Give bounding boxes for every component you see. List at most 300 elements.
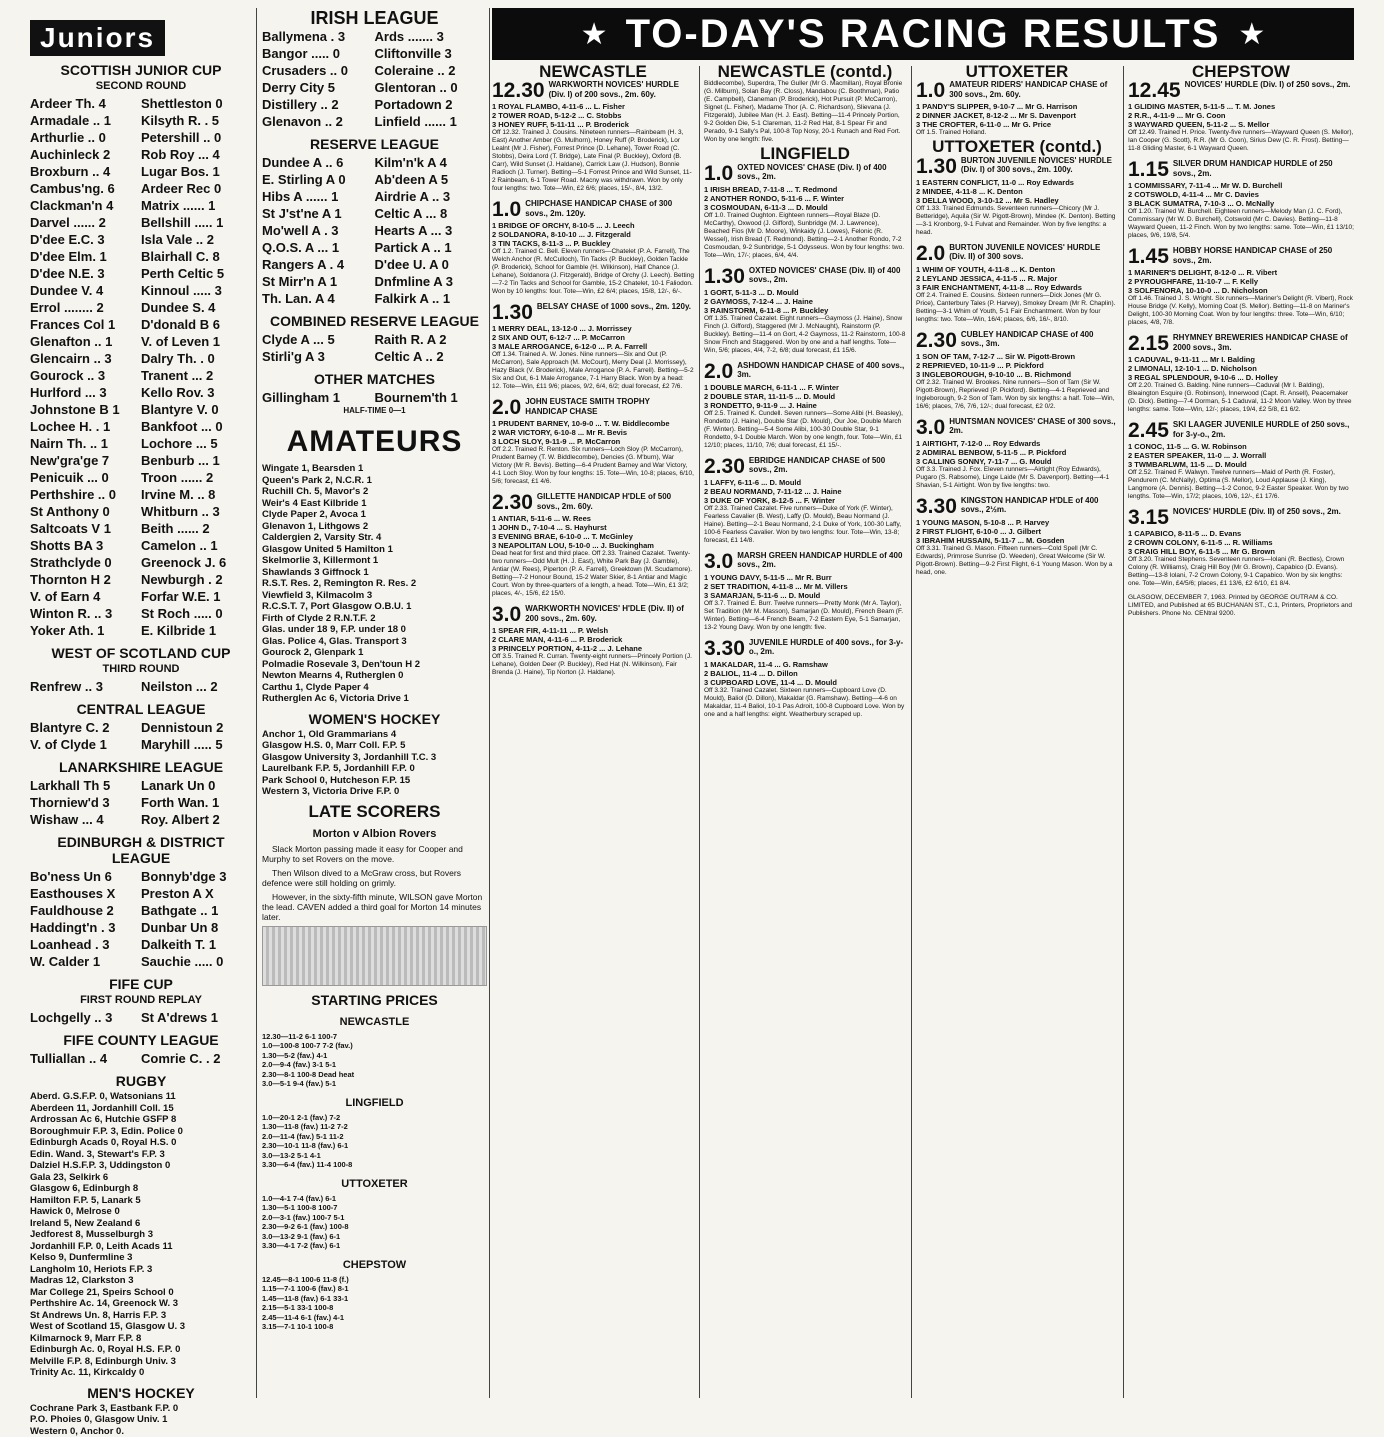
home-team-score: Distillery .. 2 xyxy=(262,96,375,113)
race-time: 2.30 xyxy=(704,456,745,478)
away-team-score: St Roch ..... 0 xyxy=(141,605,252,622)
away-team-score: E. Kilbride 1 xyxy=(141,622,252,639)
home-team-score: Bo'ness Un 6 xyxy=(30,868,141,885)
score-row xyxy=(262,28,487,45)
placing: 3 NEAPOLITAN LOU, 5-10-0 ... J. Buckingham xyxy=(492,541,694,550)
placing: 2 EASTER SPEAKER, 11-0 ... J. Worrall xyxy=(1128,451,1354,460)
starting-prices-list xyxy=(262,1014,487,1332)
sp-lines xyxy=(262,1194,487,1251)
placing: 2 GAYMOSS, 7-12-4 ... J. Haine xyxy=(704,297,906,306)
column-rule xyxy=(699,66,700,1398)
result-line: Ardrossan Ac 6, Hutchie GSFP 8 xyxy=(30,1114,252,1126)
placing: 1 CONOC, 11-5 ... G. W. Robinson xyxy=(1128,442,1354,451)
race-time: 2.30 xyxy=(916,330,957,352)
score-row xyxy=(30,214,252,231)
placing: 2 SET TRADITION, 4-11-8 ... Mr M. Villers xyxy=(704,582,906,591)
result-line: Glas. Police 4, Glas. Transport 3 xyxy=(262,636,487,648)
result-line: Glasgow 6, Edinburgh 8 xyxy=(30,1183,252,1195)
race-details: Off 2.20. Trained G. Balding. Nine runners—Caduval (Mr I. Balding), Bleaington Esquire (G. Robinson), Innerwood (Capt. R. Ansell), Peacemaker (D. Dick). Betting—7-4 Dorman, 5-1 Caduval, 11-2 Moon Valley. Won by three lengths: same. Tote—Win, 12/-; places, 19/4, £2 5/8, £1 6/2. xyxy=(1128,382,1354,414)
race-result xyxy=(916,330,1118,411)
race-header xyxy=(704,163,906,185)
race-result xyxy=(704,456,906,545)
fife-county-results xyxy=(30,1050,252,1067)
score-row xyxy=(30,794,252,811)
race-header xyxy=(704,361,906,383)
score-row xyxy=(30,537,252,554)
away-team-score: Falkirk A .. 1 xyxy=(375,290,488,307)
home-team-score: Nairn Th. .. 1 xyxy=(30,435,141,452)
race-time: 12.30 xyxy=(492,80,545,102)
race-name: JOHN EUSTACE SMITH TROPHY HANDICAP CHASE xyxy=(525,397,694,416)
score-row xyxy=(262,290,487,307)
result-line: Ruchill Ch. 5, Mavor's 2 xyxy=(262,486,487,498)
placing: 3 EVENING BRAE, 6-10-0 ... T. McGinley xyxy=(492,532,694,541)
away-team-score: Troon ...... 2 xyxy=(141,469,252,486)
home-team-score: Clyde A ... 5 xyxy=(262,331,375,348)
race-name: NOVICES' HURDLE (Div. I) of 250 sovs., 2m. xyxy=(1185,80,1351,90)
score-row xyxy=(262,113,487,130)
away-team-score: Bankfoot ... 0 xyxy=(141,418,252,435)
wos-cup-heading: WEST OF SCOTLAND CUP xyxy=(30,645,252,661)
race-time: 3.30 xyxy=(704,638,745,660)
placing: 3 RONDETTO, 9-11-9 ... J. Haine xyxy=(704,401,906,410)
away-team-score: Maryhill ..... 5 xyxy=(141,736,252,753)
result-line: Newton Mearns 4, Rutherglen 0 xyxy=(262,670,487,682)
race-result xyxy=(1128,333,1354,414)
away-team-score: Sauchie ..... 0 xyxy=(141,953,252,970)
race-name: BURTON JUVENILE NOVICES' HURDLE (Div. I) of 300 sovs., 2m. 100y. xyxy=(961,156,1118,175)
placing: 2 ANOTHER RONDO, 5-11-6 ... F. Winter xyxy=(704,194,906,203)
result-line: Gourock 2, Glenpark 1 xyxy=(262,647,487,659)
late-scorers-report xyxy=(262,844,487,922)
race-result xyxy=(492,302,694,391)
race-name: BURTON JUVENILE NOVICES' HURDLE (Div. II) of 300 sovs. xyxy=(949,243,1118,262)
central-league-results xyxy=(30,719,252,753)
late-scorers-heading: LATE SCORERS xyxy=(262,804,487,820)
starting-prices-heading: STARTING PRICES xyxy=(262,992,487,1008)
result-line: R.C.S.T. 7, Port Glasgow O.B.U. 1 xyxy=(262,601,487,613)
result-line: Rutherglen Ac 6, Victoria Drive 1 xyxy=(262,693,487,705)
racing-column-1 xyxy=(492,66,694,1402)
sp-line: 3.30—4-1 7-2 (fav.) 6-1 xyxy=(262,1241,487,1251)
result-line: Glasgow University 3, Jordanhill T.C. 3 xyxy=(262,752,487,764)
placing: 3 COSMOUDAN, 6-11-3 ... D. Mould xyxy=(704,203,906,212)
home-team-score: Hurlford ... 3 xyxy=(30,384,141,401)
away-team-score: Raith R. A 2 xyxy=(375,331,488,348)
home-team-score: Fauldhouse 2 xyxy=(30,902,141,919)
placing: 3 IBRAHIM HUSSAIN, 5-11-7 ... M. Gosden xyxy=(916,536,1118,545)
race-details: Off 3.20. Trained Stephens. Seventeen runners—Iolani (R. Bectles), Crown Colony (R. Williams), Craig Hill Boy (Mr G. Brown), Capabico (D. Evans). Betting—13-8 Iolani, 7-2 Crown Colony, 9-1 Capabico. Won by six lengths: one. Tote—Win, £4/5/6; places, £1 13/6, £2 6/10, £1 8/4. xyxy=(1128,556,1354,588)
score-row xyxy=(262,62,487,79)
sp-line: 1.30—5-2 (fav.) 4-1 xyxy=(262,1051,487,1061)
placing: 1 COMMISSARY, 7-11-4 ... Mr W. D. Burchell xyxy=(1128,181,1354,190)
score-row xyxy=(262,205,487,222)
sp-line: 2.0—11-4 (fav.) 5-1 11-2 xyxy=(262,1132,487,1142)
away-team-score: Blairhall C. 8 xyxy=(141,248,252,265)
away-team-score: Kilm'n'k A 4 xyxy=(375,154,488,171)
score-row xyxy=(30,919,252,936)
race-result xyxy=(492,80,694,193)
score-row xyxy=(30,678,252,695)
race-time: 2.45 xyxy=(1128,420,1169,442)
column-rule xyxy=(489,8,490,1398)
score-row xyxy=(30,299,252,316)
race-time: 3.15 xyxy=(1128,507,1169,529)
race-result xyxy=(704,361,906,450)
sp-lines xyxy=(262,1275,487,1332)
home-team-score: Broxburn .. 4 xyxy=(30,163,141,180)
race-header xyxy=(1128,420,1354,442)
away-team-score: Neilston ... 2 xyxy=(141,678,252,695)
home-team-score: E. Stirling A 0 xyxy=(262,171,375,188)
sp-line: 2.15—5-1 33-1 100-8 xyxy=(262,1303,487,1313)
result-line: Langholm 10, Heriots F.P. 3 xyxy=(30,1264,252,1276)
result-line: Melville F.P. 8, Edinburgh Univ. 3 xyxy=(30,1356,252,1368)
placing: 2 DOUBLE STAR, 11-11-5 ... D. Mould xyxy=(704,392,906,401)
away-team-score: St A'drews 1 xyxy=(141,1009,252,1026)
placing: 1 PANDY'S SLIPPER, 9-10-7 ... Mr G. Harrison xyxy=(916,102,1118,111)
result-line: Jordanhill F.P. 0, Leith Acads 11 xyxy=(30,1241,252,1253)
score-row xyxy=(262,239,487,256)
race-name: ASHDOWN HANDICAP CHASE of 400 sovs., 3m. xyxy=(737,361,906,380)
sp-line: 1.0—20-1 2-1 (fav.) 7-2 xyxy=(262,1113,487,1123)
race-time: 2.0 xyxy=(704,361,733,383)
meeting-name: NEWCASTLE xyxy=(492,68,694,76)
away-team-score: Greenock J. 6 xyxy=(141,554,252,571)
placing: 1 MAKALDAR, 11-4 ... G. Ramshaw xyxy=(704,660,906,669)
race-header xyxy=(916,243,1118,265)
score-row xyxy=(262,154,487,171)
race-header xyxy=(1128,507,1354,529)
score-row xyxy=(262,348,487,365)
placing: 2 TOWER ROAD, 5-12-2 ... C. Stobbs xyxy=(492,111,694,120)
away-team-score: Forfar W.E. 1 xyxy=(141,588,252,605)
seniors-column xyxy=(262,4,487,1402)
home-team-score: Dundee A .. 6 xyxy=(262,154,375,171)
result-line: Perthshire Ac. 14, Greenock W. 3 xyxy=(30,1298,252,1310)
score-row xyxy=(262,273,487,290)
race-details: Off 3.31. Trained G. Mason. Fifteen runners—Cold Spell (Mr C. Edwards), Primrose Sunrise (D. Weeden), Great Welcome (Sir W. Pigott-Brown). Betting—9-2 First Flight, 6-1 Young Mason. Won by a head, one. xyxy=(916,545,1118,577)
result-line: R.S.T. Res. 2, Remington R. Res. 2 xyxy=(262,578,487,590)
score-row xyxy=(262,389,487,406)
race-header xyxy=(1128,80,1354,102)
away-team-score: Lanark Un 0 xyxy=(141,777,252,794)
away-team-score: Lochore ... 5 xyxy=(141,435,252,452)
home-team-score: Johnstone B 1 xyxy=(30,401,141,418)
racing-column-3 xyxy=(916,66,1118,1402)
sp-line: 3.15—7-1 10-1 100-8 xyxy=(262,1322,487,1332)
score-row xyxy=(30,486,252,503)
home-team-score: Crusaders .. 0 xyxy=(262,62,375,79)
placing: 1 EASTERN CONFLICT, 11-0 ... Roy Edwards xyxy=(916,178,1118,187)
result-line: Wingate 1, Bearsden 1 xyxy=(262,463,487,475)
result-line: Glasgow H.S. 0, Marr Coll. F.P. 5 xyxy=(262,740,487,752)
placing: 2 R.R., 4-11-9 ... Mr G. Coon xyxy=(1128,111,1354,120)
home-team-score: Derry City 5 xyxy=(262,79,375,96)
rugby-results xyxy=(30,1091,252,1379)
home-team-score: Easthouses X xyxy=(30,885,141,902)
home-team-score: Frances Col 1 xyxy=(30,316,141,333)
fife-cup-heading: FIFE CUP xyxy=(30,976,252,992)
sp-line: 2.45—11-4 6-1 (fav.) 4-1 xyxy=(262,1313,487,1323)
placing: 3 TWMBARLWM, 11-5 ... D. Mould xyxy=(1128,460,1354,469)
score-row xyxy=(262,96,487,113)
home-team-score: Gourock .. 3 xyxy=(30,367,141,384)
placing: 1 IRISH BREAD, 7-11-8 ... T. Redmond xyxy=(704,185,906,194)
score-row xyxy=(30,265,252,282)
away-team-score: Perth Celtic 5 xyxy=(141,265,252,282)
lanarkshire-heading: LANARKSHIRE LEAGUE xyxy=(30,759,252,775)
other-matches-results xyxy=(262,389,487,406)
race-time: 1.0 xyxy=(916,80,945,102)
race-details: Off 1.35. Trained Cazalet. Eight runners—Gaymoss (J. Haine), Snow Finch (J. Gifford), Staggered (Mr J. McNaught), Rainstorm (P. Buckley). Betting—11-4 on Gort, 4-2 Gaymoss, 11-2 Rainstorm, 100-8 Snow Finch and Staggered. Won by one and a half lengths. Tote—Win, 5/6; places, 4/4, 7-2, 6/8; dual forecast, £1 15/6. xyxy=(704,315,906,355)
result-line: Polmadie Rosevale 3, Den'toun H 2 xyxy=(262,659,487,671)
womens-hockey-heading: WOMEN'S HOCKEY xyxy=(262,711,487,727)
racing-column-2 xyxy=(704,66,906,1402)
race-header xyxy=(916,417,1118,439)
scottish-cup-results xyxy=(30,95,252,639)
placing: 3 REGAL SPLENDOUR, 9-10-6 ... D. Holley xyxy=(1128,373,1354,382)
score-row xyxy=(30,902,252,919)
edinburgh-results xyxy=(30,868,252,970)
race-result xyxy=(916,243,1118,324)
placing: 2 BALIOL, 11-4 ... D. Dillon xyxy=(704,669,906,678)
race-header xyxy=(1128,333,1354,355)
away-team-score: Matrix ...... 1 xyxy=(141,197,252,214)
scottish-cup-heading: SCOTTISH JUNIOR CUP xyxy=(30,62,252,78)
sp-line: 1.45—11-8 (fav.) 6-1 33-1 xyxy=(262,1294,487,1304)
race-name: WARKWORTH NOVICES' HURDLE (Div. I) of 200 sovs., 2m. 60y. xyxy=(549,80,694,99)
sp-line: 2.30—10-1 11-8 (fav.) 6-1 xyxy=(262,1141,487,1151)
result-line: Madras 12, Clarkston 3 xyxy=(30,1275,252,1287)
fife-county-heading: FIFE COUNTY LEAGUE xyxy=(30,1032,252,1048)
placing: 2 LEYLAND JESSICA, 4-11-5 ... R. Major xyxy=(916,274,1118,283)
race-result xyxy=(1128,420,1354,501)
race-name: RHYMNEY BREWERIES HANDICAP CHASE of 2000 sovs., 3m. xyxy=(1173,333,1354,352)
report-paragraph: Slack Morton passing made it easy for Cooper and Murphy to set Rovers on the move. xyxy=(262,844,487,864)
placing: 2 COTSWOLD, 4-11-4 ... Mr C. Davies xyxy=(1128,190,1354,199)
score-row xyxy=(30,885,252,902)
away-team-score: Cliftonville 3 xyxy=(375,45,488,62)
amateurs-results xyxy=(262,463,487,705)
amateurs-heading: AMATEURS xyxy=(262,425,487,459)
race-details: Off 2.52. Trained F. Walwyn. Twelve runners—Maid of Perth (R. Foster), Pendurem (C. McNally), Optima (S. Mellor), Loud Applause (J. King), Langmore (A. Dennis). Betting—1-2 Conoc, 9-2 Easter Speaker. Won by two lengths. Tote—Win, 17/2; places, 10/6, 12/-, £1 17/6. xyxy=(1128,469,1354,501)
away-team-score: Tranent ... 2 xyxy=(141,367,252,384)
home-team-score: Larkhall Th 5 xyxy=(30,777,141,794)
home-team-score: Strathclyde 0 xyxy=(30,554,141,571)
central-league-heading: CENTRAL LEAGUE xyxy=(30,701,252,717)
racing-silhouette-image xyxy=(262,926,487,986)
away-team-score: Ardeer Rec 0 xyxy=(141,180,252,197)
result-line: Dalziel H.S.F.P. 3, Uddingston 0 xyxy=(30,1160,252,1172)
column-rule xyxy=(256,8,257,1398)
race-time: 3.0 xyxy=(916,417,945,439)
away-team-score: Portadown 2 xyxy=(375,96,488,113)
sp-line: 2.30—8-1 100-8 Dead heat xyxy=(262,1070,487,1080)
result-line: Western 3, Victoria Drive F.P. 0 xyxy=(262,786,487,798)
score-row xyxy=(30,146,252,163)
away-team-score: Kilsyth R. . 5 xyxy=(141,112,252,129)
score-row xyxy=(30,503,252,520)
score-row xyxy=(30,197,252,214)
race-time: 1.30 xyxy=(492,302,533,324)
other-matches-heading: OTHER MATCHES xyxy=(262,371,487,387)
result-line: Mar College 21, Speirs School 0 xyxy=(30,1287,252,1299)
race-time: 2.15 xyxy=(1128,333,1169,355)
placing: 3 DUKE OF YORK, 8-12-5 ... F. Winter xyxy=(704,496,906,505)
racing-results-banner xyxy=(492,8,1354,60)
placing: 1 CAPABICO, 8-11-5 ... D. Evans xyxy=(1128,529,1354,538)
race-name: SILVER DRUM HANDICAP HURDLE of 250 sovs., 2m. xyxy=(1173,159,1354,178)
result-line: Kilmarnock 9, Marr F.P. 8 xyxy=(30,1333,252,1345)
score-row xyxy=(262,79,487,96)
placing: 3 THE CROFTER, 6-11-0 ... Mr G. Price xyxy=(916,120,1118,129)
race-header xyxy=(916,156,1118,178)
home-team-score: Penicuik ... 0 xyxy=(30,469,141,486)
race-header xyxy=(704,266,906,288)
result-line: Edinburgh Ac. 0, Royal H.S. F.P. 0 xyxy=(30,1344,252,1356)
away-team-score: Bathgate .. 1 xyxy=(141,902,252,919)
score-row xyxy=(30,435,252,452)
placing: 2 CROWN COLONY, 6-11-5 ... R. Williams xyxy=(1128,538,1354,547)
score-row xyxy=(30,605,252,622)
race-header xyxy=(492,604,694,626)
race-name: MARSH GREEN HANDICAP HURDLE of 400 sovs., 2m. xyxy=(737,551,906,570)
fife-cup-round: FIRST ROUND REPLAY xyxy=(30,994,252,1006)
away-team-score: Comrie C. . 2 xyxy=(141,1050,252,1067)
sp-line: 1.30—11-8 (fav.) 11-2 7-2 xyxy=(262,1122,487,1132)
home-team-score: St Mirr'n A 1 xyxy=(262,273,375,290)
away-team-score: Glentoran .. 0 xyxy=(375,79,488,96)
race-details: Off 3.3. Trained J. Fox. Eleven runners—Airtight (Roy Edwards), Pugaro (S. Rabsome), Linge Laide (Mr S. Davenport). Betting—4-1 Shavian, 5-1 Airtight. Won by five lengths: two. xyxy=(916,466,1118,490)
placing: 3 SAMARJAN, 5-11-6 ... D. Mould xyxy=(704,591,906,600)
result-line: Ireland 5, New Zealand 6 xyxy=(30,1218,252,1230)
race-time: 1.0 xyxy=(704,163,733,185)
away-team-score: Celtic A ... 8 xyxy=(375,205,488,222)
meeting-name: UTTOXETER xyxy=(916,68,1118,76)
race-details: Biddlecombe), Superdra, The Guller (Mr G. Macmillan), Royal Bronie (G. Milburn), Solan Bay (R. Closs), Mandabou (C. Boothman), Patio (E. Campbell), Claneman (P. Broderick), Hot Pursuit (P. McCarron), Signet (L. Fisher), Madame Thor (A. C. Richardson), Slievana (J. Fitzgerald), Jubilee Man (H. J. East). Betting—11-4 Princely Portion, 9-2 Golden Die, 5-1 Clareman, 11-2 Red Hat, 8-1 Spear Fir and Perado, 9-1 Sally's Pal, 100-8 Top Nosy, 20-1 Runach and Red Fort. Won by one length: five. xyxy=(704,80,906,144)
lanarkshire-results xyxy=(30,777,252,828)
score-row xyxy=(30,180,252,197)
race-result xyxy=(916,417,1118,490)
score-row xyxy=(30,1050,252,1067)
race-details: Off 2.32. Trained W. Brookes. Nine runners—Son of Tam (Sir W. Pigott-Brown), Reprieved (P. Pickford). Betting—4-1 Reprieved and Ingleborough, 9-2 Son of Tam. Won by six lengths: a half. Tote—Win, 16/6; places, 7/6, 7/6, 12/-; dual forecast, £2 0/2. xyxy=(916,379,1118,411)
race-details: Off 3.7. Trained E. Burr. Twelve runners—Pretty Monk (Mr A. Taylor), Set Tradition (Mr M. Masson), Samarjan (D. Mould), French Beam (F. Winter). Betting—6-4 French Beam, 7-2 Eastern Eye, 5-1 Samarjan, 13-2 Young Davy. Won by one length: five. xyxy=(704,600,906,632)
placing: 2 SIX AND OUT, 6-12-7 ... P. McCarron xyxy=(492,333,694,342)
result-line: Kelso 9, Dunfermline 3 xyxy=(30,1252,252,1264)
away-team-score: Rob Roy ... 4 xyxy=(141,146,252,163)
race-name: KINGSTON HANDICAP H'DLE of 400 sovs., 2½m. xyxy=(961,496,1118,515)
placing: 3 CALLING SONNY, 7-11-7 ... G. Mould xyxy=(916,457,1118,466)
placing: 3 CUPBOARD LOVE, 11-4 ... D. Mould xyxy=(704,678,906,687)
race-name: OXTED NOVICES' CHASE (Div. I) of 400 sovs., 2m. xyxy=(737,163,906,182)
away-team-score: Dundee S. 4 xyxy=(141,299,252,316)
score-row xyxy=(30,622,252,639)
result-line: Shawlands 3 Giffnock 1 xyxy=(262,567,487,579)
home-team-score: W. Calder 1 xyxy=(30,953,141,970)
home-team-score: Wishaw ... 4 xyxy=(30,811,141,828)
placing: 1 MERRY DEAL, 13-12-0 ... J. Morrissey xyxy=(492,324,694,333)
away-team-score: Dennistoun 2 xyxy=(141,719,252,736)
race-header xyxy=(916,330,1118,352)
sp-line: 3.0—13-2 9-1 (fav.) 6-1 xyxy=(262,1232,487,1242)
combined-reserve-heading: COMBINED RESERVE LEAGUE xyxy=(262,313,487,329)
placing: 3 SOLFENORA, 10-10-0 ... D. Nicholson xyxy=(1128,286,1354,295)
placing: 3 FAIR ENCHANTMENT, 4-11-8 ... Roy Edwards xyxy=(916,283,1118,292)
home-team-score: Dundee V. 4 xyxy=(30,282,141,299)
away-team-score: Beith ...... 2 xyxy=(141,520,252,537)
star-icon: ★ xyxy=(1238,17,1265,52)
meeting-name: CHEPSTOW xyxy=(1128,68,1354,76)
placing: 3 LOCH SLOY, 9-11-9 ... P. McCarron xyxy=(492,437,694,446)
late-scorers-match: Morton v Albion Rovers xyxy=(262,826,487,842)
score-row xyxy=(30,469,252,486)
home-team-score: Darvel ...... 2 xyxy=(30,214,141,231)
race-name: CUBLEY HANDICAP CHASE of 400 sovs., 3m. xyxy=(961,330,1118,349)
score-row xyxy=(30,333,252,350)
placing: 3 RAINSTORM, 6-11-8 ... P. Buckley xyxy=(704,306,906,315)
away-team-score: Dalry Th. . 0 xyxy=(141,350,252,367)
placing: 1 YOUNG DAVY, 5-11-5 ... Mr R. Burr xyxy=(704,573,906,582)
race-details: Off 12.32. Trained J. Cousins. Nineteen runners—Rainbeam (H. 3, East) Another Amber (G. Mulhorn), Honey Ruff (P. Broderick), Lor Lealnt (Mr J. Fisher), Forrest Prince (D. Lehane), Tower Road (C. Stobbs), Deira Lord (T. Bridge), Late Final (P. Buckley), Oxford (B. Carr), Wild Sunset (J. Haldane), Carrick Law (J. Hudson), Bonnie Radioch (J. Turner). Betting—5-1 Forrest Prince and Wild Sunset, 11-2 Rainbeam, 6-1 Tower Road. Macny was withdrawn. Won by only four lengths: two. Tote—Win, £2 6/6; places, 15/-, 8/4, 13/2. xyxy=(492,129,694,193)
race-details: Dead heat for first and third place. Off 2.33. Trained Cazalet. Twenty-two runners—Odd Mult (H. J. East), White Park Bay (J. Gamble), Antiar (W. Rees), Piperton (P. A. Farrell), Greektown (M. Scudamore). Betting—7-2 Honour Bound, 15-2 Water Skier, 8-1 Antiar and Magic Court. Won by three-quarters of a length, a head. Tote—Win, £1 3/2; places, 4/-, 15/6, £2 15/0. xyxy=(492,550,694,598)
race-result xyxy=(1128,507,1354,588)
away-team-score: Linfield ...... 1 xyxy=(375,113,488,130)
away-team-score: Blantyre V. 0 xyxy=(141,401,252,418)
result-line: Weir's 4 East Kilbride 1 xyxy=(262,498,487,510)
racing-column-4 xyxy=(1128,66,1354,1402)
placing: 2 MINDEE, 4-11-8 ... K. Denton xyxy=(916,187,1118,196)
away-team-score: Irvine M. .. 8 xyxy=(141,486,252,503)
away-team-score: Bellshill ..... 1 xyxy=(141,214,252,231)
mens-hockey-results xyxy=(30,1403,252,1437)
away-team-score: Dnfmline A 3 xyxy=(375,273,488,290)
home-team-score: Clackman'n 4 xyxy=(30,197,141,214)
race-header xyxy=(492,199,694,221)
placing: 2 PYROUGHFARE, 11-10-7 ... F. Kelly xyxy=(1128,277,1354,286)
result-line: Clyde Paper 2, Avoca 1 xyxy=(262,509,487,521)
result-line: Aberdeen 11, Jordanhill Coll. 15 xyxy=(30,1103,252,1115)
away-team-score: Dunbar Un 8 xyxy=(141,919,252,936)
result-line: Trinity Ac. 11, Kirkcaldy 0 xyxy=(30,1367,252,1379)
away-team-score: Preston A X xyxy=(141,885,252,902)
score-row xyxy=(30,129,252,146)
race-details: Off 1.0. Trained Oughton. Eighteen runners—Royal Blaze (D. McCarthy), Oxwood (J. Gifford), Sunbridge (M. J. Lawrence), Beached Fios (Mr D. Moore), Winkaidy (J. Lowes), Felonic (R. Wessel), Irish Bread (T. Redmond). Betting—2-1 Another Rondo, 7-2 Cosmoudan, 9-2 Sunbridge, 5-1 Odysseus. Won by four lengths: two. Tote—Win, 17/-; places, 6/4, 4/4. xyxy=(704,212,906,260)
away-team-score: Hearts A ... 3 xyxy=(375,222,488,239)
race-time: 1.45 xyxy=(1128,246,1169,268)
score-row xyxy=(30,248,252,265)
home-team-score: Stirli'g A 3 xyxy=(262,348,375,365)
away-team-score: Airdrie A .. 3 xyxy=(375,188,488,205)
meeting-name: LINGFIELD xyxy=(704,150,906,158)
race-name: AMATEUR RIDERS' HANDICAP CHASE of 300 sovs., 2m. 60y. xyxy=(949,80,1118,99)
placing: 3 DELLA WOOD, 3-10-12 ... Mr S. Hadley xyxy=(916,196,1118,205)
result-line: Hawick 0, Melrose 0 xyxy=(30,1206,252,1218)
home-team-score: V. of Clyde 1 xyxy=(30,736,141,753)
report-paragraph: Then Wilson dived to a McGraw cross, but Rovers defence were still holding on grimly. xyxy=(262,868,487,888)
race-name: CHIPCHASE HANDICAP CHASE of 300 sovs., 2m. 120y. xyxy=(525,199,694,218)
race-result xyxy=(492,492,694,598)
race-name: GILLETTE HANDICAP H'DLE of 500 sovs., 2m. 60y. xyxy=(537,492,694,511)
race-result xyxy=(1128,246,1354,327)
placing: 1 WHIM OF YOUTH, 4-11-8 ... K. Denton xyxy=(916,265,1118,274)
home-team-score: Tulliallan .. 4 xyxy=(30,1050,141,1067)
placing: 2 DINNER JACKET, 8-12-2 ... Mr S. Davenport xyxy=(916,111,1118,120)
score-row xyxy=(262,188,487,205)
result-line: Aberd. G.S.F.P. 0, Watsonians 11 xyxy=(30,1091,252,1103)
race-details: Off 3.5. Trained R. Curran. Twenty-eight runners—Princely Portion (J. Lehane), Golden Deer (P. Buckley), Red Hat (N. Wilkinson), Fair Brenda (J. Haine), Tip Norton (J. Haldane). xyxy=(492,653,694,677)
race-details: Off 1.33. Trained Edmunds. Seventeen runners—Chicory (Mr J. Betteridge), Aquila (Sir W. Pigott-Brown), Mindee (K. Denton). Betting—3-1 Kronborg, 9-1 Fulvat and Remainder. Won by five lengths: a head. xyxy=(916,205,1118,237)
